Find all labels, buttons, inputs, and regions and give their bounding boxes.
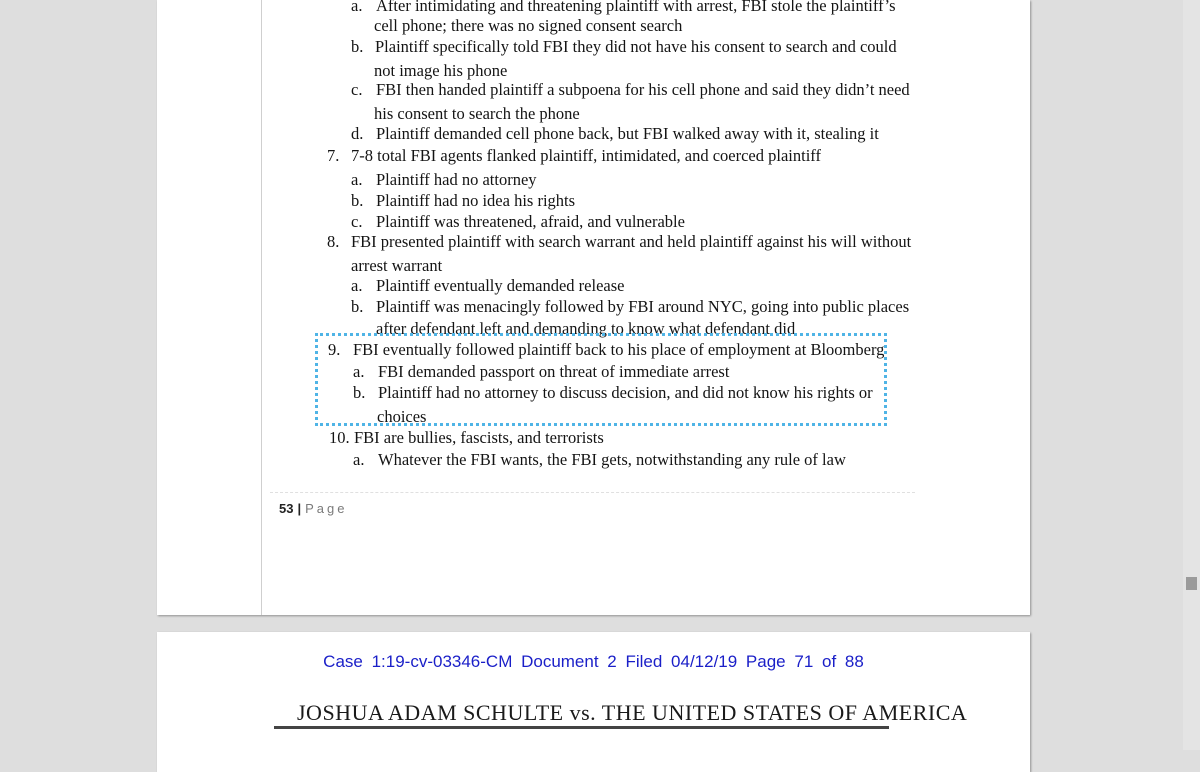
list-text: Plaintiff had no attorney bbox=[376, 170, 537, 189]
vertical-scrollbar[interactable] bbox=[1183, 0, 1200, 750]
list-marker: b. bbox=[351, 297, 364, 316]
list-text: Plaintiff demanded cell phone back, but FBI walked away with it, stealing it bbox=[376, 124, 879, 143]
page-footer bbox=[279, 501, 347, 516]
list-marker: a. bbox=[351, 276, 363, 295]
list-marker: d. bbox=[351, 124, 364, 143]
page-label: Page bbox=[305, 501, 348, 516]
list-text: Whatever the FBI wants, the FBI gets, notwithstanding any rule of law bbox=[378, 450, 846, 469]
list-marker: a. bbox=[353, 362, 365, 381]
page-number: 53 bbox=[279, 501, 294, 516]
page-separator: | bbox=[297, 501, 302, 516]
list-text: not image his phone bbox=[374, 61, 508, 80]
document-title: JOSHUA ADAM SCHULTE vs. THE UNITED STATES OF AMERICA bbox=[297, 700, 968, 725]
list-text: Plaintiff was menacingly followed by FBI around NYC, going into public places bbox=[376, 297, 910, 316]
document-page-next bbox=[157, 632, 1030, 772]
list-text: Plaintiff specifically told FBI they did not have his consent to search and could bbox=[375, 37, 897, 56]
list-text: After intimidating and threatening plaintiff with arrest, FBI stole the plaintiff’s bbox=[376, 0, 896, 15]
scrollbar-thumb[interactable] bbox=[1186, 577, 1197, 590]
footer-divider bbox=[270, 492, 915, 493]
list-text: FBI are bullies, fascists, and terrorists bbox=[354, 428, 604, 447]
list-text: Plaintiff was threatened, afraid, and vulnerable bbox=[376, 212, 685, 231]
list-text: FBI demanded passport on threat of immediate arrest bbox=[378, 362, 730, 381]
list-text: FBI eventually followed plaintiff back to his place of employment at Bloomberg bbox=[353, 340, 885, 359]
list-marker: 8. bbox=[327, 232, 340, 251]
list-text: arrest warrant bbox=[351, 256, 443, 275]
list-marker: a. bbox=[351, 170, 363, 189]
list-text: after defendant left and demanding to know what defendant did bbox=[376, 319, 796, 338]
list-text: FBI then handed plaintiff a subpoena for his cell phone and said they didn’t need bbox=[376, 80, 910, 99]
list-text: FBI presented plaintiff with search warrant and held plaintiff against his will without bbox=[351, 232, 912, 251]
list-marker: 10. bbox=[329, 428, 350, 447]
document-page bbox=[157, 0, 1030, 615]
page-margin-line bbox=[261, 0, 262, 615]
list-marker: 9. bbox=[328, 340, 341, 359]
list-text: Plaintiff had no attorney to discuss decision, and did not know his rights or bbox=[378, 383, 873, 402]
list-text: Plaintiff had no idea his rights bbox=[376, 191, 576, 210]
list-text: Plaintiff eventually demanded release bbox=[376, 276, 625, 295]
title-underline bbox=[274, 726, 889, 729]
list-marker: b. bbox=[353, 383, 366, 402]
list-text: his consent to search the phone bbox=[374, 104, 580, 123]
list-marker: b. bbox=[351, 191, 364, 210]
list-marker: c. bbox=[351, 212, 363, 231]
list-marker: b. bbox=[351, 37, 364, 56]
list-text: cell phone; there was no signed consent search bbox=[374, 16, 683, 35]
list-text: 7-8 total FBI agents flanked plaintiff, intimidated, and coerced plaintiff bbox=[351, 146, 821, 165]
list-marker: a. bbox=[353, 450, 365, 469]
list-marker: 7. bbox=[327, 146, 340, 165]
case-header: Case 1:19-cv-03346-CM Document 2 Filed 04/12/19 Page 71 of 88 bbox=[323, 652, 864, 671]
list-text: choices bbox=[377, 407, 427, 426]
list-marker: a. bbox=[351, 0, 363, 15]
list-marker: c. bbox=[351, 80, 363, 99]
